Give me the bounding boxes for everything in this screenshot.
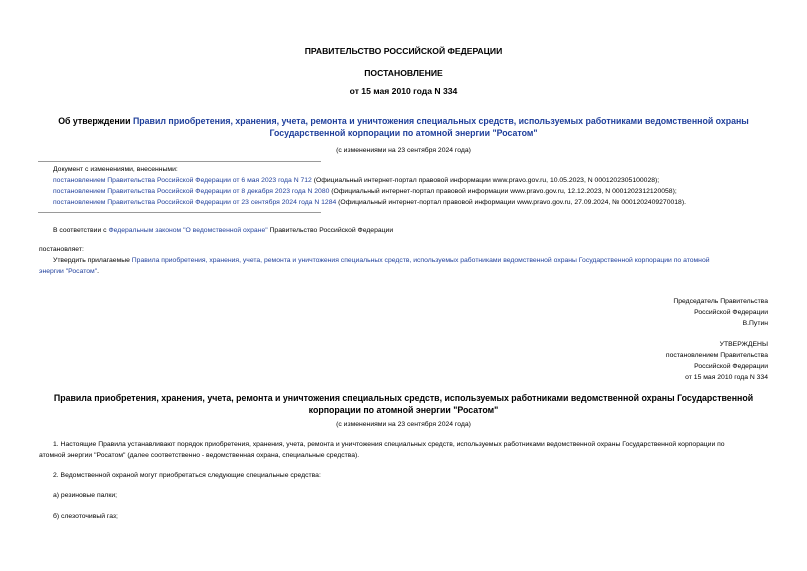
resolves-text: постановляет: (39, 246, 84, 253)
approved-country: Российской Федерации (694, 363, 768, 370)
amendment-item (53, 198, 686, 208)
edition-note: (с изменениями на 23 сентября 2024 года) (336, 147, 471, 154)
approve-line2 (39, 267, 99, 277)
amendment-source: (Официальный интернет-портал правовой информации www.pravo.gov.ru, 12.12.2023, N 0001202312120058); (329, 188, 677, 195)
approve-rules-link[interactable]: Правила приобретения, хранения, учета, ремонта и уничтожения специальных средств, используемых работниками ведомственной охраны Государственной корпорации по атомной (131, 257, 710, 264)
rules-title (0, 392, 807, 416)
approve-suffix: . (97, 268, 99, 275)
paragraph-2a: а) резиновые палки; (53, 492, 118, 499)
paragraph-2: 2. Ведомственной охраной могут приобретаться следующие специальные средства: (53, 472, 321, 479)
amendment-source: (Официальный интернет-портал правовой информации www.pravo.gov.ru, 27.09.2024, № 0001202409270018). (336, 199, 686, 206)
approve-prefix: Утвердить прилагаемые (53, 257, 132, 264)
approved-by: постановлением Правительства (665, 352, 768, 359)
title-prefix: Об утверждении (58, 116, 133, 126)
approved-date: от 15 мая 2010 года N 334 (685, 374, 768, 381)
document-type: ПОСТАНОВЛЕНИЕ (364, 68, 443, 78)
title-rules-link-cont[interactable]: Государственной корпорации по атомной энергии "Росатом" (269, 128, 538, 138)
title-rules-link[interactable]: Правил приобретения, хранения, учета, ремонта и уничтожения специальных средств, используемых работниками ведомственной охраны (132, 116, 749, 126)
divider-top (38, 161, 321, 162)
approved-heading: УТВЕРЖДЕНЫ (719, 341, 768, 348)
paragraph-1-cont: атомной энергии "Росатом" (далее соответственно - ведомственная охрана, специальные средства). (39, 452, 360, 459)
approve-line1 (53, 256, 710, 266)
amendment-link[interactable]: постановлением Правительства Российской Федерации от 8 декабря 2023 года N 2080 (53, 188, 330, 195)
approve-rules-link-cont[interactable]: энергии "Росатом" (39, 268, 98, 275)
preamble (53, 226, 393, 236)
federal-law-link[interactable]: Федеральным законом "О ведомственной охране" (108, 227, 268, 234)
divider-bottom (38, 212, 321, 213)
rules-edition-note: (с изменениями на 23 сентября 2024 года) (336, 421, 471, 428)
rules-title-line1: Правила приобретения, хранения, учета, ремонта и уничтожения специальных средств, используемых работниками ведомственной охраны Государственной (53, 393, 754, 403)
paragraph-2b: б) слезоточивый газ; (53, 513, 118, 520)
signature-position: Председатель Правительства (673, 298, 768, 305)
preamble-prefix: В соответствии с (53, 227, 109, 234)
amendment-source: (Официальный интернет-портал правовой информации www.pravo.gov.ru, 10.05.2023, N 0001202305100028); (311, 177, 660, 184)
document-title (0, 115, 807, 139)
paragraph-1: 1. Настоящие Правила устанавливают порядок приобретения, хранения, учета, ремонта и уничтожения специальных средств, используемых работниками ведомственной охраны Государственной корпорации по (53, 441, 725, 448)
amendment-link[interactable]: постановлением Правительства Российской Федерации от 23 сентября 2024 года N 1284 (53, 199, 337, 206)
signature-country: Российской Федерации (694, 309, 768, 316)
rules-title-line2: корпорации по атомной энергии "Росатом" (308, 405, 499, 415)
signature-name: В.Путин (742, 320, 768, 327)
amendment-item (53, 187, 677, 197)
preamble-suffix: Правительство Российской Федерации (267, 227, 394, 234)
amendment-item (53, 176, 659, 186)
government-name: ПРАВИТЕЛЬСТВО РОССИЙСКОЙ ФЕДЕРАЦИИ (304, 46, 503, 56)
amendments-intro: Документ с изменениями, внесенными: (53, 166, 178, 173)
document-date-number: от 15 мая 2010 года N 334 (349, 86, 458, 96)
amendment-link[interactable]: постановлением Правительства Российской Федерации от 6 мая 2023 года N 712 (53, 177, 312, 184)
